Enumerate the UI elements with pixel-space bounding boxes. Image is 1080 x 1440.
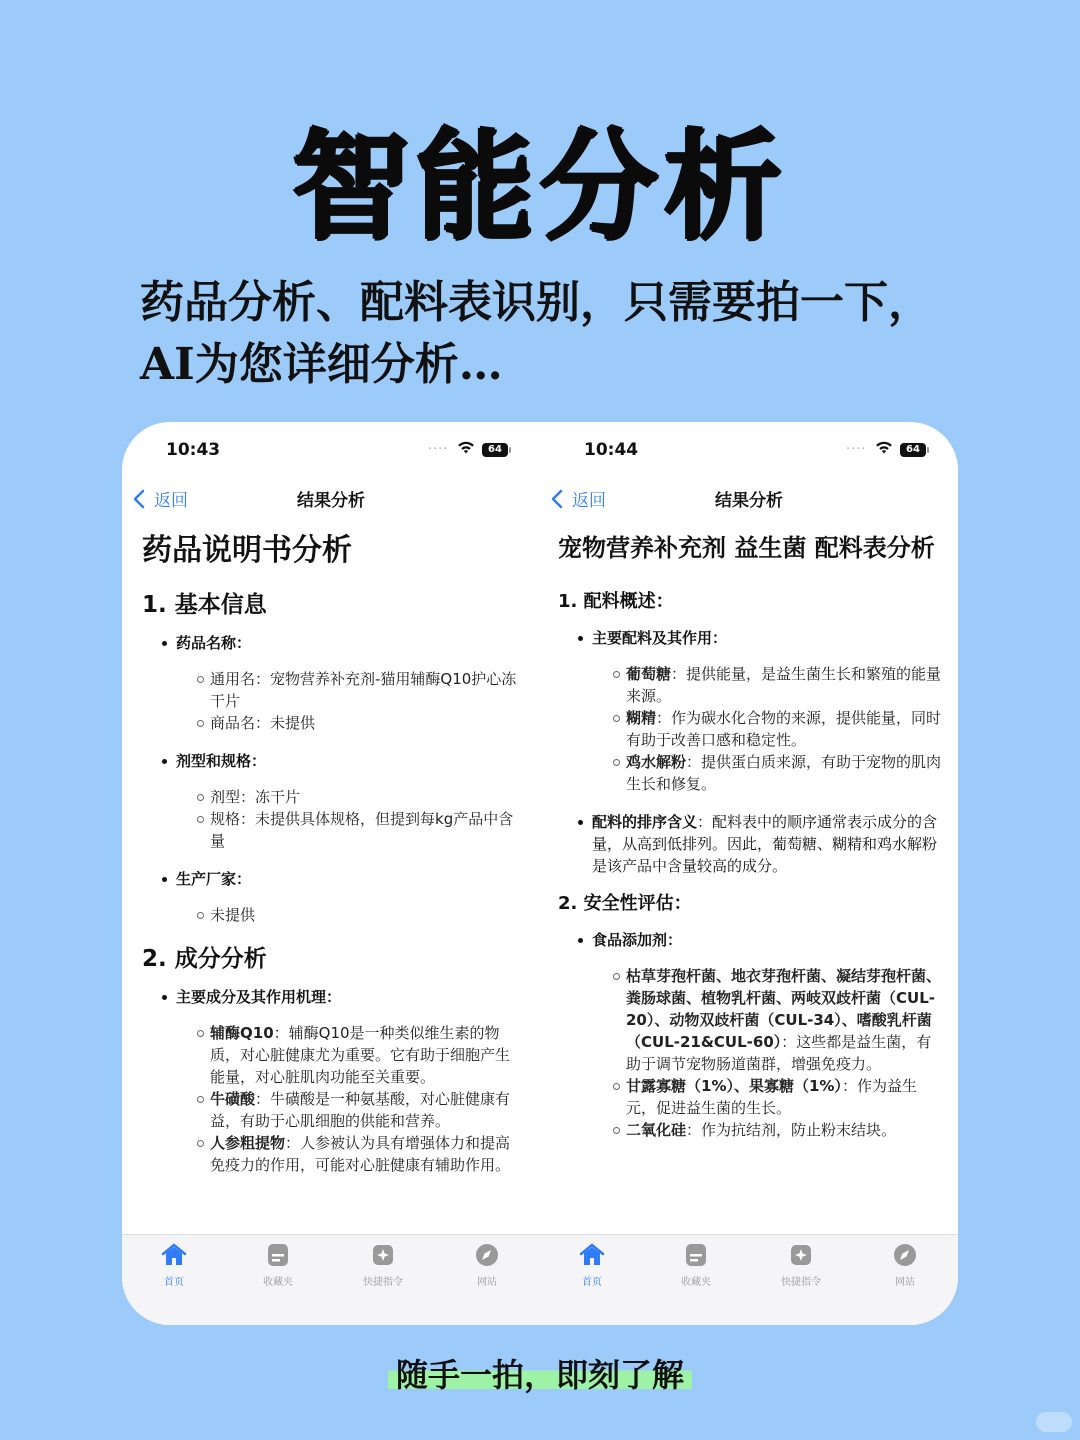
sub-item-term: 人参粗提物 <box>210 1134 286 1152</box>
section-heading: 2. 安全性评估： <box>558 893 692 914</box>
sub-item-term: 葡萄糖 <box>626 665 672 683</box>
right-screen <box>540 422 958 1325</box>
signal-icon: ···· <box>428 442 449 457</box>
tab-label: 首页 <box>582 1277 602 1288</box>
watermark <box>1036 1412 1072 1432</box>
sub-item: 规格：未提供具体规格，但提到每kg产品中含量 <box>210 808 524 852</box>
tab-favorites[interactable] <box>661 1241 731 1288</box>
tab-websites[interactable] <box>870 1241 940 1288</box>
doc-title: 宠物营养补充剂 益生菌 配料表分析 <box>558 534 935 562</box>
section-heading: 1. 配料概述： <box>558 591 674 612</box>
bookmarks-icon <box>682 1241 710 1269</box>
tab-label: 收藏夹 <box>263 1277 293 1288</box>
sub-item: 通用名：宠物营养补充剂-猫用辅酶Q10护心冻干片 <box>210 668 524 712</box>
status-time: 10:43 <box>166 440 221 460</box>
bullet-item: 药品名称： <box>176 632 520 654</box>
tab-shortcuts[interactable] <box>766 1241 836 1288</box>
tab-label: 快捷指令 <box>363 1277 403 1288</box>
back-label: 返回 <box>154 491 188 511</box>
tab-label: 网站 <box>477 1277 497 1288</box>
home-icon <box>578 1241 606 1269</box>
tab-bar <box>122 1234 540 1325</box>
sub-item-term: 辅酶Q10 <box>210 1024 274 1042</box>
bullet-item: 食品添加剂： <box>592 929 938 951</box>
sub-item-text: ：作为益生元，促进益生菌的生长。 <box>626 1077 917 1117</box>
shortcuts-icon <box>787 1241 815 1269</box>
cta-caption: 随手一拍，即刻了解 <box>388 1350 692 1396</box>
bullet-item: 剂型和规格： <box>176 750 520 772</box>
bullet-item <box>592 811 938 877</box>
sub-item <box>626 663 942 707</box>
tab-bar <box>540 1234 958 1325</box>
sub-item: 商品名：未提供 <box>210 712 524 734</box>
status-bar <box>122 440 540 464</box>
tab-label: 快捷指令 <box>781 1277 821 1288</box>
sub-item-term: 牛磺酸 <box>210 1090 256 1108</box>
back-label: 返回 <box>572 491 606 511</box>
bullet-term: 配料的排序含义 <box>592 813 698 831</box>
home-icon <box>160 1241 188 1269</box>
shortcuts-icon <box>369 1241 397 1269</box>
tab-websites[interactable] <box>452 1241 522 1288</box>
wifi-icon <box>456 438 476 458</box>
sub-item <box>626 965 942 1075</box>
sub-item-term: 甘露寡糖（1%）、果寡糖（1%） <box>626 1077 842 1095</box>
bullet-item: 主要配料及其作用： <box>592 627 938 649</box>
bookmarks-icon <box>264 1241 292 1269</box>
sub-item <box>210 1022 524 1088</box>
tab-home[interactable] <box>139 1241 209 1288</box>
battery-icon: 64 <box>900 443 926 457</box>
left-screen <box>122 422 540 1325</box>
sub-item-term: 枯草芽孢杆菌、地衣芽孢杆菌、凝结芽孢杆菌、粪肠球菌、植物乳杆菌、两岐双歧杆菌（CUL-20）、动物双歧杆菌（CUL-34）、嗜酸乳杆菌（CUL-21&CUL-60） <box>626 967 942 1051</box>
battery-icon: 64 <box>482 443 508 457</box>
nav-title: 结果分析 <box>297 491 365 511</box>
sub-item <box>210 1132 524 1176</box>
headline: 智能分析 <box>291 118 788 256</box>
phone-mockup <box>122 422 958 1325</box>
bullet-item: 生产厂家： <box>176 868 520 890</box>
sub-item-text: ：作为碳水化合物的来源，提供能量，同时有助于改善口感和稳定性。 <box>626 709 942 749</box>
bullet-item: 主要成分及其作用机理： <box>176 986 520 1008</box>
doc-title: 药品说明书分析 <box>142 533 352 568</box>
sub-item: 未提供 <box>210 904 524 926</box>
compass-icon <box>473 1241 501 1269</box>
sub-item-text: ：牛磺酸是一种氨基酸，对心脏健康有益，有助于心肌细胞的供能和营养。 <box>210 1090 511 1130</box>
sub-item <box>626 751 942 795</box>
sub-item <box>626 707 942 751</box>
bullet-text: ：配料表中的顺序通常表示成分的含量，从高到低排列。因此，葡萄糖、糊精和鸡水解粉是该产品中含量较高的成分。 <box>592 813 938 875</box>
sub-item-text: ：辅酶Q10是一种类似维生素的物质，对心脏健康尤为重要。它有助于细胞产生能量，对心脏肌肉功能至关重要。 <box>210 1024 511 1086</box>
section-heading: 2. 成分分析 <box>142 946 267 972</box>
nav-bar <box>122 482 540 514</box>
nav-bar <box>540 482 958 514</box>
sub-item-text: ：作为抗结剂，防止粉末结块。 <box>686 1121 897 1139</box>
compass-icon <box>891 1241 919 1269</box>
nav-title: 结果分析 <box>715 491 783 511</box>
tab-label: 网站 <box>895 1277 915 1288</box>
sub-item-term: 鸡水解粉 <box>626 753 687 771</box>
sub-item-term: 糊精 <box>626 709 657 727</box>
cta-caption-wrapper <box>0 1350 1080 1396</box>
tab-label: 首页 <box>164 1277 184 1288</box>
sub-item: 剂型：冻干片 <box>210 786 524 808</box>
status-bar <box>540 440 958 464</box>
sub-item <box>626 1119 942 1141</box>
wifi-icon <box>874 438 894 458</box>
sub-item <box>626 1075 942 1119</box>
subline: 药品分析、配料表识别，只需要拍一下，AI为您详细分析… <box>140 277 932 390</box>
status-time: 10:44 <box>584 440 639 460</box>
result-content[interactable] <box>540 532 958 1234</box>
tab-shortcuts[interactable] <box>348 1241 418 1288</box>
tab-label: 收藏夹 <box>681 1277 711 1288</box>
tab-favorites[interactable] <box>243 1241 313 1288</box>
sub-item-text: ：这些都是益生菌，有助于调节宠物肠道菌群，增强免疫力。 <box>626 1033 932 1073</box>
sub-item-text: ：人参被认为具有增强体力和提高免疫力的作用，可能对心脏健康有辅助作用。 <box>210 1134 511 1174</box>
sub-item-text: ：提供蛋白质来源，有助于宠物的肌肉生长和修复。 <box>626 753 942 793</box>
sub-item-text: ：提供能量，是益生菌生长和繁殖的能量来源。 <box>626 665 942 705</box>
sub-item <box>210 1088 524 1132</box>
signal-icon: ···· <box>846 442 867 457</box>
section-heading: 1. 基本信息 <box>142 592 267 618</box>
tab-home[interactable] <box>557 1241 627 1288</box>
result-content[interactable] <box>122 532 540 1234</box>
sub-item-term: 二氧化硅 <box>626 1121 687 1139</box>
